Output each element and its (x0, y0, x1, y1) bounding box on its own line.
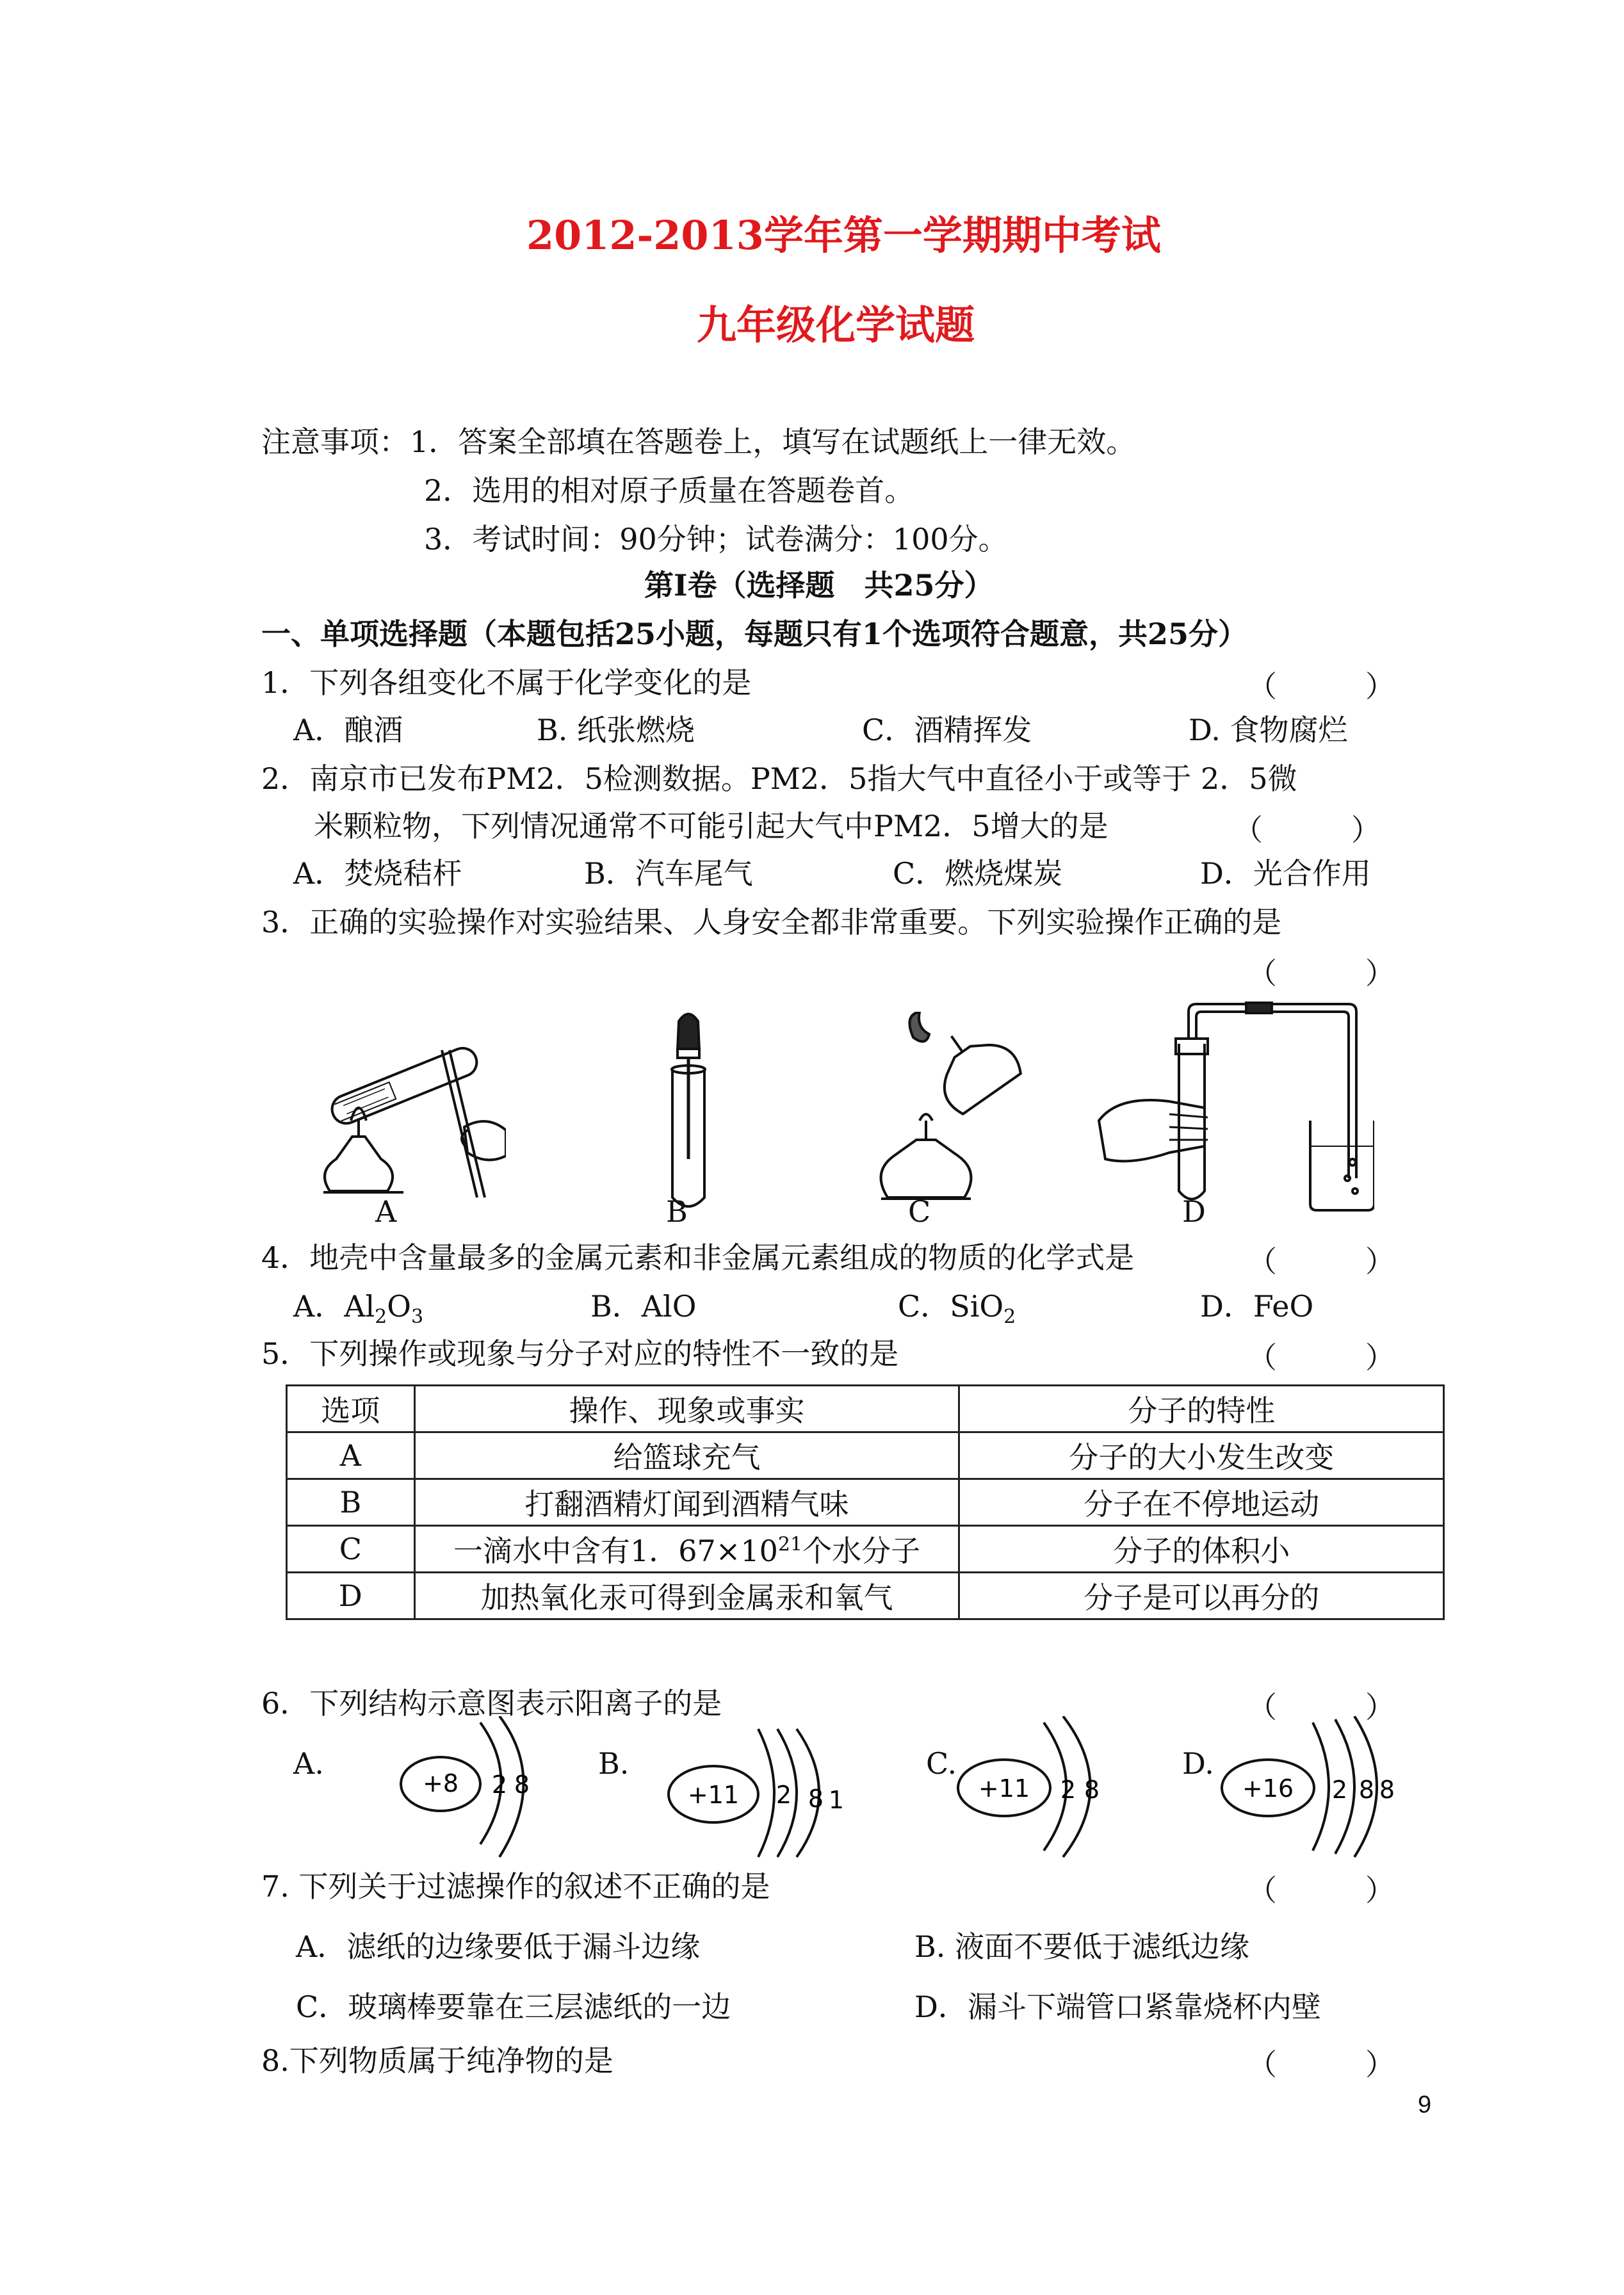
q7-answer-paren: （ ） (1247, 1873, 1395, 1908)
q6-a-shell-2: 8 (514, 1771, 530, 1799)
q3-label-d: D (1182, 1194, 1206, 1229)
q3-figure-d-airtightness (1092, 999, 1374, 1217)
q6-answer-paren: （ ） (1247, 1690, 1395, 1724)
q6-a-shell-1: 2 (491, 1771, 508, 1799)
table-cell: 加热氧化汞可得到金属汞和氧气 (414, 1573, 959, 1619)
notice-item-2: 2．选用的相对原子质量在答题卷首。 (424, 473, 914, 508)
q1-option-d: D. 食物腐烂 (1189, 713, 1348, 747)
q1-option-b: B. 纸张燃烧 (537, 713, 695, 747)
q7-option-c: C．玻璃棒要靠在三层滤纸的一边 (296, 1990, 731, 2024)
q8-stem: 8.下列物质属于纯净物的是 (261, 2043, 613, 2078)
q4-option-a: A．$Al_2O_3$ (293, 1289, 424, 1329)
page-number: 9 (1418, 2091, 1432, 2118)
table-header-row (287, 1386, 1444, 1432)
q3-label-c: C (908, 1194, 931, 1229)
q7-stem: 7. 下列关于过滤操作的叙述不正确的是 (261, 1869, 770, 1904)
q4-stem: 4．地壳中含量最多的金属元素和非金属元素组成的物质的化学式是 (261, 1240, 1135, 1275)
q6-option-b-label: B. (598, 1746, 629, 1781)
q4-option-c: C．SiO$_2$ (898, 1289, 1016, 1329)
q3-label-a: A (375, 1194, 397, 1229)
q5-table (286, 1384, 1445, 1620)
table-row (287, 1432, 1444, 1479)
table-row (287, 1573, 1444, 1619)
exam-subtitle: 九年级化学试题 (697, 302, 975, 348)
table-cell: 分子在不停地运动 (959, 1479, 1444, 1526)
q2-option-c: C．燃烧煤炭 (893, 856, 1063, 891)
q5-stem: 5．下列操作或现象与分子对应的特性不一致的是 (261, 1336, 899, 1371)
q6-a-nucleus: +8 (422, 1769, 459, 1797)
table-cell: 分子的大小发生改变 (959, 1432, 1444, 1479)
table-header-cell: 操作、现象或事实 (414, 1386, 959, 1432)
q6-option-a-label: A. (293, 1746, 324, 1781)
q4-option-d: D．FeO (1200, 1289, 1314, 1324)
q7-option-a: A．滤纸的边缘要低于漏斗边缘 (296, 1929, 701, 1964)
q6-option-a-atom-diagram (391, 1716, 583, 1863)
table-row (287, 1526, 1444, 1573)
q3-label-b: B (666, 1194, 688, 1229)
q1-option-a: A．酿酒 (293, 713, 403, 747)
q6-d-shell-1: 2 (1331, 1776, 1348, 1804)
q6-c-shell-2: 8 (1084, 1776, 1100, 1804)
q2-option-d: D．光合作用 (1200, 856, 1371, 891)
q8-answer-paren: （ ） (1247, 2047, 1395, 2082)
q6-d-shell-2: 8 (1358, 1776, 1375, 1804)
q6-b-shell-2: 8 (808, 1785, 824, 1813)
q4-answer-paren: （ ） (1247, 1244, 1395, 1279)
q3-answer-paren: （ ） (1247, 956, 1395, 991)
q6-d-shell-3: 8 (1379, 1776, 1395, 1804)
q6-stem: 6．下列结构示意图表示阳离子的是 (261, 1686, 722, 1721)
q6-option-d-atom-diagram (1217, 1716, 1428, 1863)
q1-answer-paren: （ ） (1247, 669, 1395, 704)
section-title: 第Ⅰ卷（选择题 共25分） (644, 568, 994, 603)
q6-b-nucleus: +11 (687, 1781, 740, 1809)
table-cell: A (287, 1432, 415, 1479)
q6-b-shell-1: 2 (775, 1781, 792, 1809)
q3-stem: 3．正确的实验操作对实验结果、人身安全都非常重要。下列实验操作正确的是 (261, 905, 1282, 939)
q6-b-shell-3: 1 (828, 1786, 845, 1814)
exam-title: 2012-2013学年第一学期期中考试 (526, 212, 1161, 259)
q3-figure-c-lamp-lighting (868, 1012, 1022, 1210)
part-heading: 一、单项选择题（本题包括25小题，每题只有1个选项符合题意，共25分） (261, 617, 1248, 651)
table-row (287, 1479, 1444, 1526)
table-cell: 分子是可以再分的 (959, 1573, 1444, 1619)
table-cell: D (287, 1573, 415, 1619)
q2-stem-line1: 2．南京市已发布PM2．5检测数据。PM2．5指大气中直径小于或等于 2．5微 (261, 761, 1297, 796)
table-cell: C (287, 1526, 415, 1573)
table-cell: B (287, 1479, 415, 1526)
q3-figure-b-dropper (653, 1012, 724, 1217)
q6-c-nucleus: +11 (978, 1774, 1030, 1803)
q2-answer-paren: （ ） (1233, 813, 1381, 847)
table-header-cell: 分子的特性 (959, 1386, 1444, 1432)
q7-option-b: B. 液面不要低于滤纸边缘 (914, 1929, 1250, 1964)
q6-d-nucleus: +16 (1242, 1774, 1294, 1803)
q2-option-a: A．焚烧秸杆 (293, 856, 462, 891)
q3-figure-a-heating-tube (314, 999, 506, 1210)
q1-stem: 1．下列各组变化不属于化学变化的是 (261, 665, 752, 700)
q6-option-d-label: D. (1182, 1746, 1214, 1781)
table-header-cell: 选项 (287, 1386, 415, 1432)
q6-option-c-atom-diagram (954, 1716, 1146, 1863)
q5-answer-paren: （ ） (1247, 1340, 1395, 1375)
q4-option-b: B．AlO (590, 1289, 697, 1324)
q6-c-shell-1: 2 (1060, 1776, 1076, 1804)
table-cell: 给篮球充气 (414, 1432, 959, 1479)
q6-option-c-label: C. (926, 1746, 957, 1781)
table-cell: 分子的体积小 (959, 1526, 1444, 1573)
notice-item-1: 1．答案全部填在答题卷上，填写在试题纸上一律无效。 (410, 425, 1136, 459)
q7-option-d: D．漏斗下端管口紧靠烧杯内壁 (914, 1990, 1321, 2024)
q1-option-c: C．酒精挥发 (862, 713, 1032, 747)
table-cell: 打翻酒精灯闻到酒精气味 (414, 1479, 959, 1526)
q6-option-b-atom-diagram (662, 1723, 873, 1870)
notice-item-3: 3．考试时间：90分钟；试卷满分：100分。 (424, 522, 1008, 556)
q2-option-b: B．汽车尾气 (584, 856, 753, 891)
table-cell: 一滴水中含有1．$67\times 10^{21}$个水分子 (414, 1526, 959, 1573)
notice-label: 注意事项： (261, 425, 409, 459)
q2-stem-line2: 米颗粒物，下列情况通常不可能引起大气中PM2．5增大的是 (314, 809, 1108, 843)
